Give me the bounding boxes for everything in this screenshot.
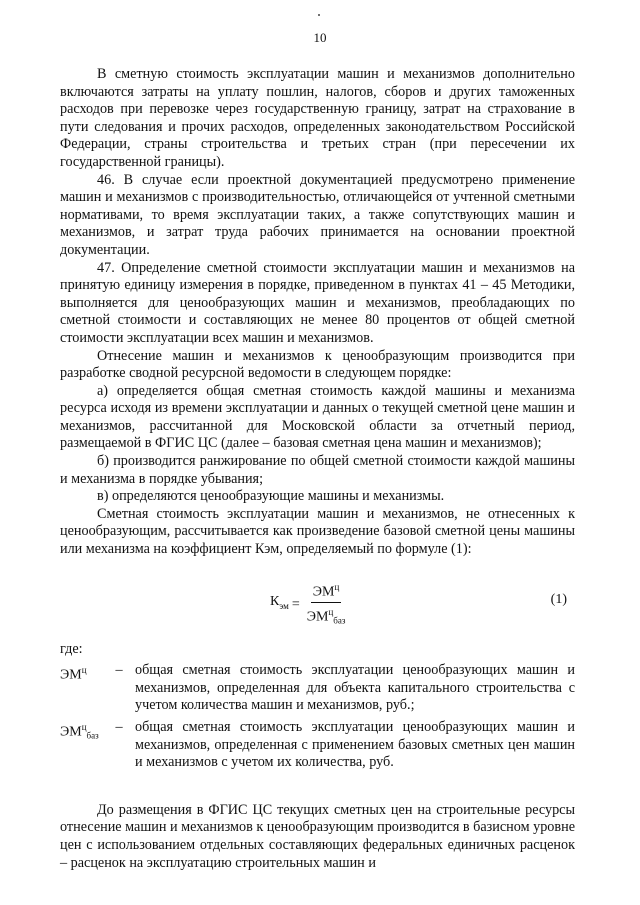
paragraph-47: 47. Определение сметной стоимости эксплуатации машин и механизмов на принятую единицу измерения в порядке, приведенном в пунктах 41 – 45 Методики, выполняется для ценообразующих машин и механизмов, преобладающих по сметной стоимости и составляющих не менее 80 процентов от общей сметной стоимости эксплуатации всех машин и механизмов. [60,259,575,346]
paragraph-coefficient: Сметная стоимость эксплуатации машин и механизмов, не отнесенных к ценообразующим, рассчитывается как произведение базовой сметной цены машины или механизма на коэффициент Кэм, определяемый по формуле (1): [60,505,575,558]
definition-term: $ЭМ^ц_{баз}$ [60,722,99,741]
paragraph-before-placement: До размещения в ФГИС ЦС текущих сметных цен на строительные ресурсы отнесение машин и механизмов к ценообразующим производится в базисном уровне цен с использованием отдельных составляющих федеральных единичных расценок – расценок на эксплуатацию строительных машин и [60,801,575,871]
formula-fraction [307,579,346,631]
paragraph-46: 46. В случае если проектной документацией предусмотрено применение машин и механизмов с производительностью, отличающейся от учтенной сметными нормативами, то время эксплуатации таких, а также сопутствующих машин и механизмов, и затрат труда рабочих принимается на основании проектной документации. [60,171,575,258]
formula-numerator: $ЭМ^ц$ [311,579,342,603]
formula-block [60,573,575,627]
definition-text: общая сметная стоимость эксплуатации ценообразующих машин и механизмов, определенная для объекта капитального строительства с учетом количества машин и механизмов, руб.; [135,662,575,714]
definition-em-c-base [60,719,575,772]
scan-dot [318,14,320,16]
formula-1 [270,579,345,631]
definition-dash: – [115,662,123,679]
formula-denominator: $ЭМ^ц_{баз}$ [306,606,346,626]
formula-equals: = [291,596,300,612]
definition-term: $ЭМ^ц$ [60,665,87,683]
definition-em-c [60,662,575,715]
definition-dash: – [115,719,123,735]
where-label: где: [60,640,83,657]
page-number: 10 [313,30,327,45]
list-item-c: в) определяются ценообразующие машины и механизмы. [97,488,445,505]
formula-lhs: $К_{эм}$ [270,594,289,611]
list-item-a: а) определяется общая сметная стоимость каждой машины и механизма ресурса исходя из времени эксплуатации и данных о текущей сметной цене машин и механизмов, рассчитанной для Московской области за отчетный период, размещаемой в ФГИС ЦС (далее – базовая сметная цена машин и механизмов); [60,382,575,452]
document-body [60,66,575,872]
list-item-b: б) производится ранжирование по общей сметной стоимости каждой машины и механизма в порядке убывания; [60,453,575,487]
paragraph-order-intro: Отнесение машин и механизмов к ценообразующим производится при разработке сводной ресурсной ведомости в следующем порядке: [60,347,575,382]
paragraph-costs: В сметную стоимость эксплуатации машин и механизмов дополнительно включаются затраты на уплату пошлин, налогов, сборов и других таможенных расходов при перевозке через государственную границу, затрат на страхование в пути следования и прочих расходов, определенных законодательством Российской Федерации, страны строительства и третьих стран (при пересечении их государственной границы). [60,66,575,170]
definition-text: общая сметная стоимость эксплуатации ценообразующих машин и механизмов, определенная с применением базовых сметных цен машин и механизмов с учетом их количества, руб. [135,719,575,771]
spacer [60,776,575,802]
formula-number: (1) [550,591,567,607]
